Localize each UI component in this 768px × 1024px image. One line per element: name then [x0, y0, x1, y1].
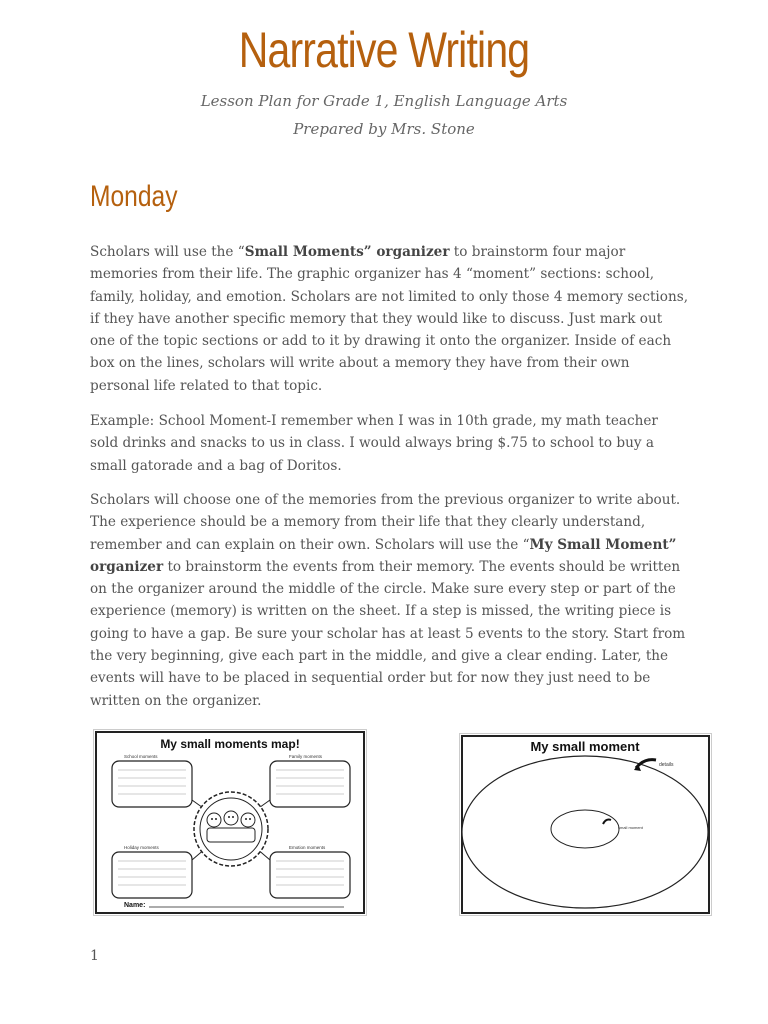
worksheet1-school-label: School moments	[124, 754, 158, 759]
bold-term: My Small Moment	[529, 536, 669, 553]
document-author: Prepared by Mrs. Stone	[293, 120, 475, 138]
worksheet2-details-label: details	[659, 762, 674, 768]
paragraph-2: Example: School Moment-I remember when I was in 10th grade, my math teacher sold drinks and snacks to us in class. I would always bring $.75 to school to buy a small gatorade and a bag of Doritos.	[90, 413, 658, 474]
page-number: 1	[90, 948, 99, 964]
bold-term: Small Moments	[244, 244, 364, 260]
worksheet1-holiday-label: Holiday moments	[124, 845, 159, 850]
bold-term: organizer	[376, 244, 450, 260]
paragraph-3: Scholars will choose one of the memories from the previous organizer to write about. The experience should be a memory from their life that they clearly understand, remember and can explain on their own. Scholars will use the “My Small Moment” organizer to brainstorm the events from their memory. The events should be written on the organizer around the middle of the circle. Make sure every step or part of the experience (memory) is written on the sheet. If a step is missed, the writing piece is going to have a gap. Be sure your scholar has at least 5 events to the story. Start from the very beginning, give each part in the middle, and give a clear ending. Later, the events will have to be placed in sequential order but for now they just need to be written on the organizer.	[90, 492, 686, 709]
section-heading: Monday	[90, 180, 178, 213]
paragraph-1: Scholars will use the “Small Moments” organizer to brainstorm four major memories from their life. The graphic organizer has 4 “moment” sections: school, family, holiday, and emotion. Scholars are not limited to only those 4 memory sections, if they have another specific memory that they would like to discuss. Just mark out one of the topic sections or add to it by drawing it onto the organizer. Inside of each box on the lines, scholars will write about a memory they have from their own personal life related to that topic.	[90, 244, 689, 394]
small-moments-map-image	[93, 729, 367, 916]
worksheet2-title: My small moment	[530, 739, 640, 754]
worksheet1-emotion-label: Emotion moments	[289, 845, 326, 850]
worksheet1-title: My small moments map!	[160, 737, 300, 751]
worksheet1-family-label: Family moments	[289, 754, 323, 759]
document-subtitle: Lesson Plan for Grade 1, English Language Arts	[200, 92, 568, 110]
my-small-moment-image	[459, 733, 712, 916]
bold-term: organizer	[90, 558, 164, 575]
worksheet2-center-label: small moment	[618, 825, 643, 830]
worksheet1-name-label: Name:	[124, 902, 146, 909]
document-title: Narrative Writing	[238, 22, 530, 78]
